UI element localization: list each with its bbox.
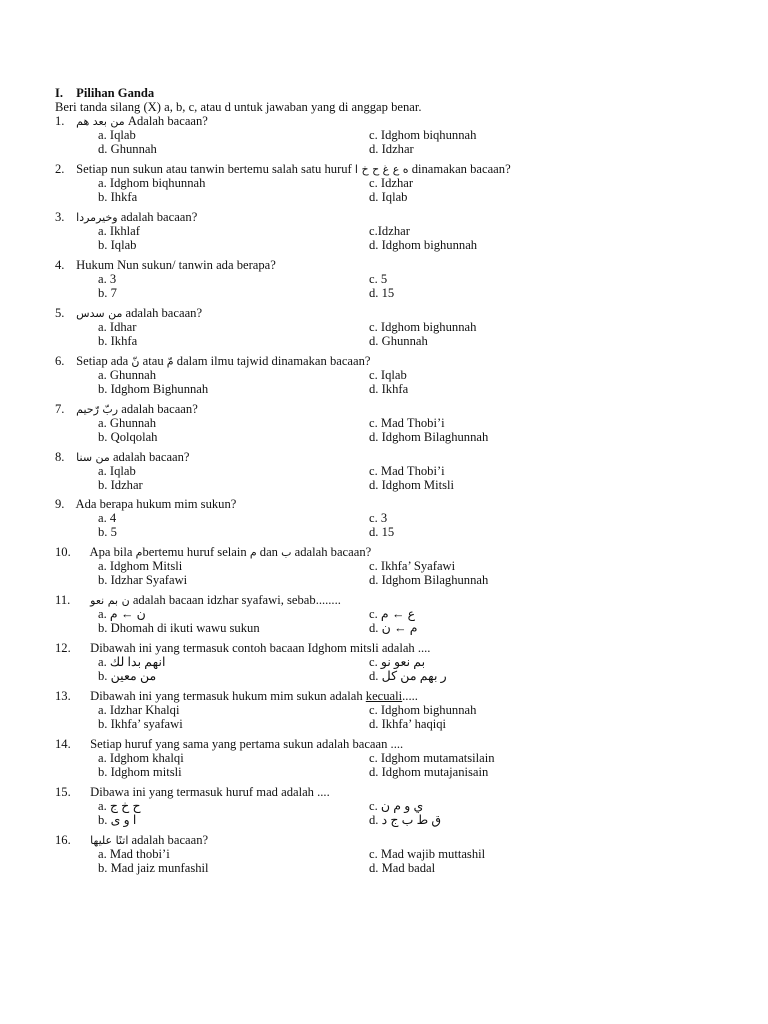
option-d[interactable]: d. ر بهم من كل (369, 669, 447, 683)
option-d[interactable]: d. 15 (369, 525, 395, 539)
option-d[interactable]: d. م ← ن (369, 621, 418, 635)
option-a[interactable]: a. ن ← م (98, 607, 146, 621)
option-b[interactable]: b. Idzhar (98, 478, 143, 492)
question-text: 2. Setiap nun sukun atau tanwin bertemu salah satu huruf ه ع غ ح خ ا dinamakan bacaan? (55, 162, 511, 176)
option-c[interactable]: c. Idghom bighunnah (369, 703, 477, 717)
question-10 (55, 545, 745, 587)
option-d[interactable]: d. Idghom Mitsli (369, 478, 455, 492)
option-c[interactable]: c. 3 (369, 511, 388, 525)
option-c[interactable]: c. Idghom biqhunnah (369, 128, 477, 142)
option-a[interactable]: a. ح خ ج (98, 799, 141, 813)
option-d[interactable]: d. Ghunnah (369, 334, 428, 348)
question-14 (55, 737, 745, 779)
option-c[interactable]: c. Idzhar (369, 176, 414, 190)
option-b[interactable]: b. 7 (98, 286, 117, 300)
arabic-text: ب (281, 546, 292, 559)
option-b[interactable]: b. Idzhar Syafawi (98, 573, 188, 587)
option-d[interactable]: d. 15 (369, 286, 395, 300)
option-b[interactable]: b. Ikhfa’ syafawi (98, 717, 183, 731)
arabic-text: ه ع غ ح خ ا (354, 163, 409, 176)
option-a[interactable]: a. Idghom biqhunnah (98, 176, 206, 190)
option-a[interactable]: a. Ghunnah (98, 416, 157, 430)
question-text: 6. Setiap ada نّ atau مّ dalam ilmu tajwid dinamakan bacaan? (55, 354, 371, 368)
section-title (55, 86, 154, 100)
option-b[interactable]: b. 5 (98, 525, 117, 539)
arabic-text: م (249, 546, 257, 559)
question-1 (55, 114, 745, 156)
question-text: 16. اتنًا عليها adalah bacaan? (55, 833, 209, 847)
option-a[interactable]: a. Iqlab (98, 128, 136, 142)
option-b[interactable]: b. من معين (98, 669, 157, 683)
option-d[interactable]: d. Idghom bighunnah (369, 238, 478, 252)
arabic-text: اتنًا عليها (90, 834, 129, 847)
option-d[interactable]: d. Idzhar (369, 142, 414, 156)
option-c[interactable]: c. Mad wajib muttashil (369, 847, 486, 861)
option-a[interactable]: a. Idzhar Khalqi (98, 703, 180, 717)
question-3 (55, 210, 745, 252)
arabic-text: ربّ رّحيم (76, 403, 119, 416)
option-d[interactable]: d. Idghom Bilaghunnah (369, 573, 489, 587)
option-a[interactable]: a. انهم بدا لك (98, 655, 166, 669)
option-c[interactable]: c. Idghom bighunnah (369, 320, 477, 334)
question-13 (55, 689, 745, 731)
arabic-text: نّ (131, 355, 140, 368)
option-a[interactable]: a. 3 (98, 272, 117, 286)
question-15 (55, 785, 745, 827)
option-d[interactable]: d. Ikhfa (369, 382, 409, 396)
arabic-text: من بعد هم (76, 115, 125, 128)
arabic-text: ن بم نعو (90, 594, 130, 607)
question-4 (55, 258, 745, 300)
option-d[interactable]: d. Iqlab (369, 190, 408, 204)
question-text: 8. من سنا adalah bacaan? (55, 450, 190, 464)
arabic-text: م (135, 546, 143, 559)
option-a[interactable]: a. 4 (98, 511, 117, 525)
option-b[interactable]: b. Idghom mitsli (98, 765, 182, 779)
option-c[interactable]: c. 5 (369, 272, 388, 286)
question-8 (55, 450, 745, 492)
option-c[interactable]: c. ع ← م (369, 607, 416, 621)
question-text: 13. Dibawah ini yang termasuk hukum mim sukun adalah kecuali..... (55, 689, 418, 703)
emphasis-text: kecuali (365, 689, 403, 703)
question-text: 9. Ada berapa hukum mim sukun? (55, 497, 237, 511)
option-c[interactable]: c. بم نعو نو (369, 655, 426, 669)
option-b[interactable]: b. Qolqolah (98, 430, 158, 444)
option-c[interactable]: c. Mad Thobi’i (369, 464, 445, 478)
question-text: 7. ربّ رّحيم adalah bacaan? (55, 402, 198, 416)
option-b[interactable]: b. Mad jaiz munfashil (98, 861, 209, 875)
option-c[interactable]: c. Mad Thobi’i (369, 416, 445, 430)
option-b[interactable]: b. Idghom Bighunnah (98, 382, 209, 396)
option-b[interactable]: b. Ihkfa (98, 190, 138, 204)
arabic-text: من سدس (76, 307, 123, 320)
question-2 (55, 162, 745, 204)
option-a[interactable]: a. Ghunnah (98, 368, 157, 382)
question-text: 12. Dibawah ini yang termasuk contoh bacaan Idghom mitsli adalah .... (55, 641, 431, 655)
arabic-text: مّ (166, 355, 174, 368)
option-a[interactable]: a. Idghom Mitsli (98, 559, 183, 573)
question-6 (55, 354, 745, 396)
question-11 (55, 593, 745, 635)
option-d[interactable]: d. Ikhfa’ haqiqi (369, 717, 447, 731)
arabic-text: من سنا (76, 451, 110, 464)
question-text: 4. Hukum Nun sukun/ tanwin ada berapa? (55, 258, 276, 272)
option-a[interactable]: a. Iqlab (98, 464, 136, 478)
option-c[interactable]: c. ي و م ن (369, 799, 424, 813)
arabic-text: وخيرمردا (76, 211, 118, 224)
question-text: 5. من سدس adalah bacaan? (55, 306, 203, 320)
option-d[interactable]: d. ق ط ب ج د (369, 813, 442, 827)
question-text: 3. وخيرمردا adalah bacaan? (55, 210, 198, 224)
question-text: 15. Dibawa ini yang termasuk huruf mad adalah .... (55, 785, 330, 799)
section-number: I. (55, 86, 64, 100)
question-text: 11. ن بم نعو adalah bacaan idzhar syafawi, sebab........ (55, 593, 341, 607)
instructions: Beri tanda silang (X) a, b, c, atau d untuk jawaban yang di anggap benar. (55, 100, 422, 114)
option-a[interactable]: a. Ikhlaf (98, 224, 140, 238)
question-text: 10. Apa bila مbertemu huruf selain م dan ب adalah bacaan? (55, 545, 372, 559)
option-d[interactable]: d. Mad badal (369, 861, 436, 875)
question-16 (55, 833, 745, 875)
option-c[interactable]: c. Iqlab (369, 368, 407, 382)
option-d[interactable]: d. Idghom mutajanisain (369, 765, 489, 779)
option-d[interactable]: d. Idghom Bilaghunnah (369, 430, 489, 444)
question-5 (55, 306, 745, 348)
option-c[interactable]: c. Idghom mutamatsilain (369, 751, 495, 765)
question-text: 14. Setiap huruf yang sama yang pertama sukun adalah bacaan .... (55, 737, 404, 751)
option-c[interactable]: c.Idzhar (369, 224, 410, 238)
option-b[interactable]: d. Ghunnah (98, 142, 157, 156)
option-a[interactable]: a. Idghom khalqi (98, 751, 184, 765)
section-title-text: Pilihan Ganda (76, 86, 155, 100)
question-9 (55, 497, 745, 539)
option-a[interactable]: a. Idhar (98, 320, 137, 334)
option-a[interactable]: a. Mad thobi’i (98, 847, 170, 861)
question-7 (55, 402, 745, 444)
option-b[interactable]: b. Dhomah di ikuti wawu sukun (98, 621, 260, 635)
option-b[interactable]: b. Iqlab (98, 238, 137, 252)
question-text: 1. من بعد هم Adalah bacaan? (55, 114, 208, 128)
option-b[interactable]: b. Ikhfa (98, 334, 138, 348)
option-b[interactable]: b. ا و ى (98, 813, 137, 827)
option-c[interactable]: c. Ikhfa’ Syafawi (369, 559, 456, 573)
question-12 (55, 641, 745, 683)
